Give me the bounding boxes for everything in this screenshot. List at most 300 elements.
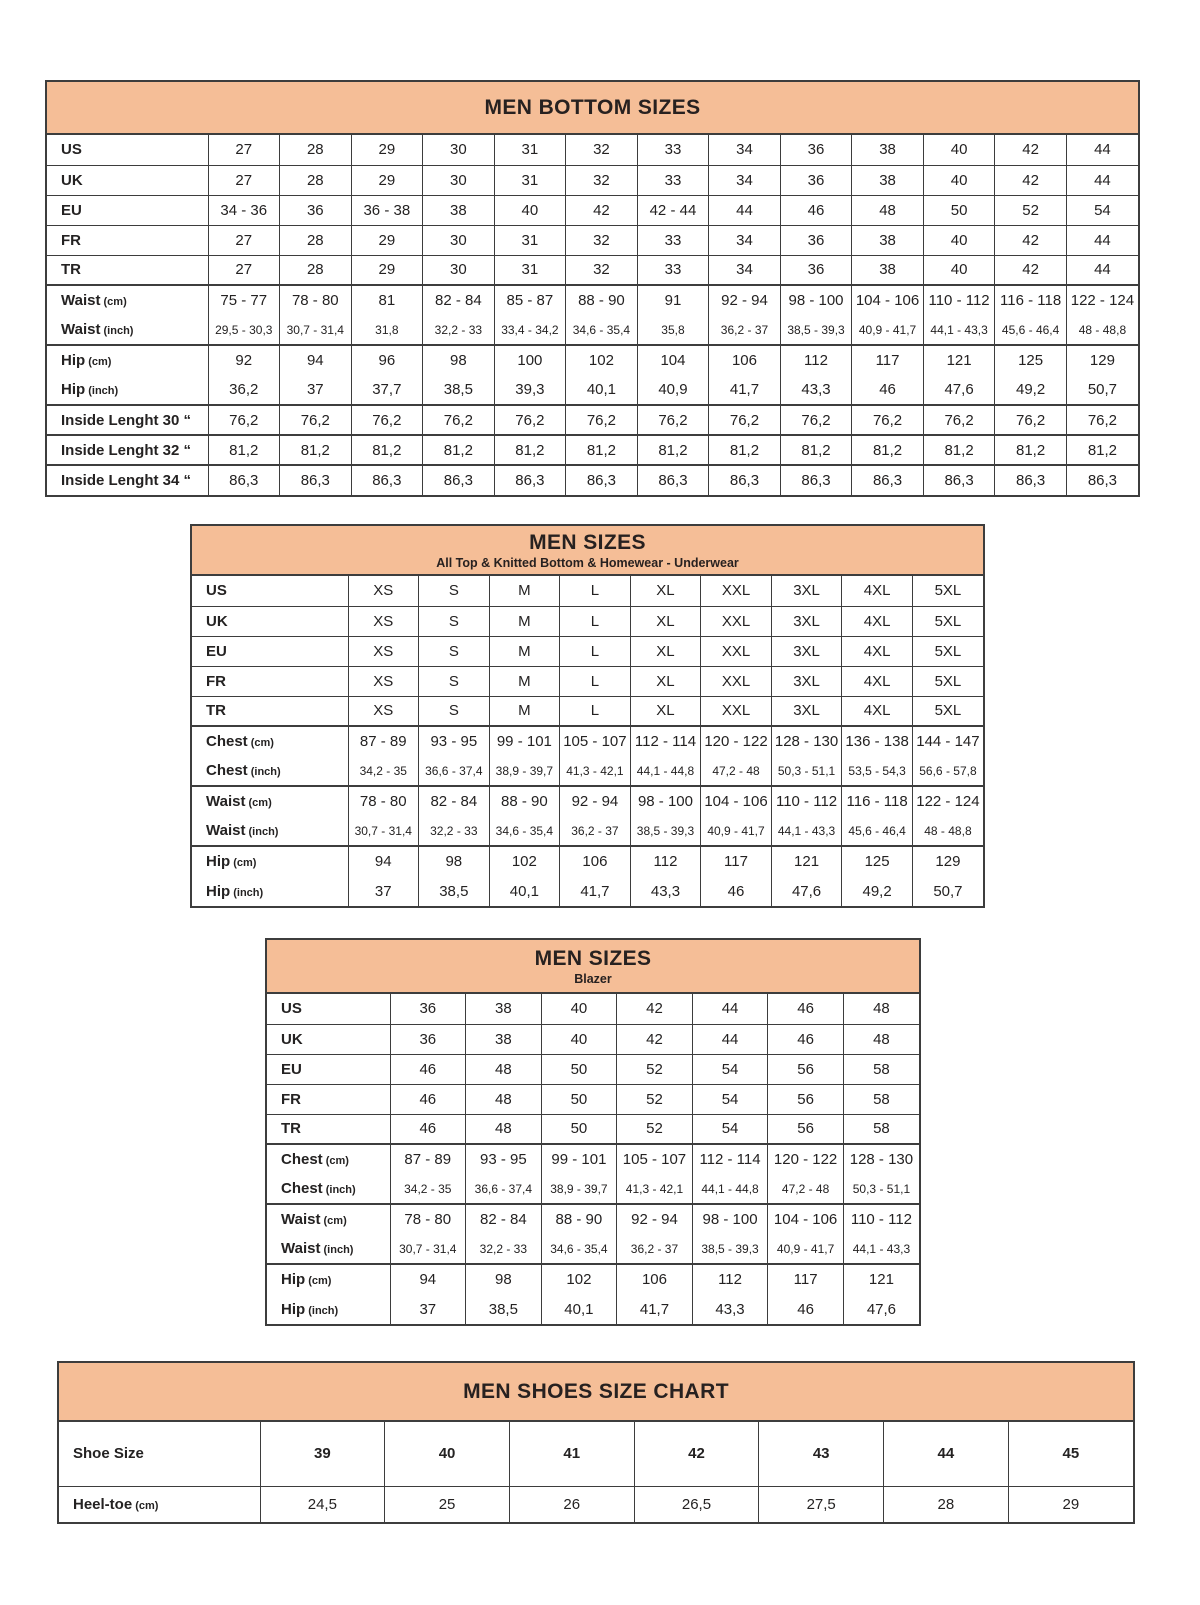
value-cell: 81,2 <box>1066 435 1138 465</box>
value-cell: 48 <box>843 1024 919 1054</box>
value-cell: S <box>419 696 490 726</box>
value-cell: 32 <box>566 255 638 285</box>
value-cell: 47,6 <box>843 1294 919 1324</box>
value-cell: 37 <box>348 876 419 906</box>
value-cell: 27 <box>208 225 280 255</box>
value-cell: 110 - 112 <box>843 1204 919 1234</box>
value-cell: 56 <box>768 1054 844 1084</box>
value-cell: 40 <box>923 135 995 165</box>
value-cell: 88 - 90 <box>541 1204 617 1234</box>
value-cell: 29 <box>351 165 423 195</box>
value-cell: 28 <box>280 225 352 255</box>
value-cell: 37 <box>390 1294 466 1324</box>
value-cell: 32,2 - 33 <box>419 816 490 846</box>
table-row <box>267 1234 919 1264</box>
value-cell: 41 <box>509 1422 634 1486</box>
value-cell: M <box>489 576 560 606</box>
table-row <box>47 375 1138 405</box>
value-cell: 38,9 - 39,7 <box>489 756 560 786</box>
value-cell: 36,2 <box>208 375 280 405</box>
value-cell: 48 <box>466 1114 542 1144</box>
value-cell: 86,3 <box>494 465 566 495</box>
value-cell: 3XL <box>771 606 842 636</box>
value-cell: 4XL <box>842 636 913 666</box>
value-cell: 81,2 <box>208 435 280 465</box>
value-cell: 76,2 <box>280 405 352 435</box>
value-cell: 28 <box>280 255 352 285</box>
table-row <box>267 1144 919 1174</box>
row-label: UK <box>47 165 208 195</box>
value-cell: 42 <box>566 195 638 225</box>
value-cell: 129 <box>1066 345 1138 375</box>
table-row <box>192 696 983 726</box>
value-cell: XS <box>348 696 419 726</box>
value-cell: 58 <box>843 1054 919 1084</box>
value-cell: 86,3 <box>637 465 709 495</box>
value-cell: 3XL <box>771 696 842 726</box>
value-cell: 46 <box>701 876 772 906</box>
value-cell: 54 <box>692 1114 768 1144</box>
table-row <box>47 435 1138 465</box>
value-cell: 34,6 - 35,4 <box>541 1234 617 1264</box>
value-cell: 44 <box>692 1024 768 1054</box>
table-row <box>192 576 983 606</box>
row-label: Shoe Size <box>73 1445 144 1463</box>
table-row <box>267 1084 919 1114</box>
value-cell: 48 <box>466 1054 542 1084</box>
value-cell: 76,2 <box>923 405 995 435</box>
value-cell: XL <box>630 576 701 606</box>
men-bottom-sizes-grid <box>47 135 1138 495</box>
value-cell: 81,2 <box>494 435 566 465</box>
value-cell: 54 <box>692 1084 768 1114</box>
value-cell: 3XL <box>771 636 842 666</box>
value-cell: 106 <box>560 846 631 876</box>
value-cell: 116 - 118 <box>995 285 1067 315</box>
value-cell: 54 <box>692 1054 768 1084</box>
value-cell: 104 <box>637 345 709 375</box>
row-label: Chest (inch) <box>281 1180 356 1197</box>
value-cell: 91 <box>637 285 709 315</box>
value-cell: 81,2 <box>637 435 709 465</box>
value-cell: XL <box>630 666 701 696</box>
value-cell: 117 <box>852 345 924 375</box>
value-cell: 40,9 - 41,7 <box>852 315 924 345</box>
value-cell: 26 <box>509 1486 634 1522</box>
value-cell: 52 <box>995 195 1067 225</box>
table-row <box>47 285 1138 315</box>
value-cell: 92 - 94 <box>560 786 631 816</box>
row-label: Chest (cm) <box>192 726 348 756</box>
value-cell: 31 <box>494 225 566 255</box>
table-row <box>192 726 983 756</box>
value-cell: 36,2 - 37 <box>709 315 781 345</box>
value-cell: 40 <box>923 255 995 285</box>
value-cell: 47,6 <box>923 375 995 405</box>
value-cell: S <box>419 636 490 666</box>
value-cell: 50 <box>923 195 995 225</box>
value-cell: 78 - 80 <box>280 285 352 315</box>
value-cell: 76,2 <box>637 405 709 435</box>
value-cell: 98 - 100 <box>780 285 852 315</box>
value-cell: 42 <box>995 255 1067 285</box>
table-row <box>192 666 983 696</box>
value-cell: 112 <box>780 345 852 375</box>
value-cell: XXL <box>701 666 772 696</box>
table-row <box>47 315 1138 345</box>
men-sizes-blazer-table <box>265 938 921 1326</box>
row-label: FR <box>47 225 208 255</box>
table-row <box>267 1264 919 1294</box>
value-cell: 4XL <box>842 696 913 726</box>
value-cell: 43,3 <box>630 876 701 906</box>
value-cell: 29 <box>351 225 423 255</box>
value-cell: 76,2 <box>709 405 781 435</box>
value-cell: 82 - 84 <box>466 1204 542 1234</box>
row-label: Waist (cm) <box>267 1204 390 1234</box>
value-cell: 38,5 - 39,3 <box>780 315 852 345</box>
row-label: US <box>61 141 82 159</box>
value-cell: 31 <box>494 165 566 195</box>
value-cell: 102 <box>541 1264 617 1294</box>
value-cell: 41,7 <box>617 1294 693 1324</box>
value-cell: 129 <box>912 846 983 876</box>
value-cell: 104 - 106 <box>701 786 772 816</box>
value-cell: 128 - 130 <box>843 1144 919 1174</box>
value-cell: 106 <box>709 345 781 375</box>
value-cell: 92 - 94 <box>709 285 781 315</box>
value-cell: 27 <box>208 255 280 285</box>
value-cell: 34 - 36 <box>208 195 280 225</box>
row-label: Waist (cm) <box>47 285 208 315</box>
value-cell: 38,5 <box>423 375 495 405</box>
value-cell: 106 <box>617 1264 693 1294</box>
value-cell: 27,5 <box>759 1486 884 1522</box>
value-cell: 3XL <box>771 576 842 606</box>
value-cell: 76,2 <box>208 405 280 435</box>
value-cell: 44 <box>1066 225 1138 255</box>
row-label: Inside Lenght 32 “ <box>47 435 208 465</box>
row-label: Chest (cm) <box>267 1144 390 1174</box>
value-cell: 40,9 - 41,7 <box>768 1234 844 1264</box>
table-title: MEN SIZES <box>529 530 646 554</box>
value-cell: 44 <box>692 994 768 1024</box>
table-row <box>47 345 1138 375</box>
value-cell: 122 - 124 <box>1066 285 1138 315</box>
value-cell: 45,6 - 46,4 <box>995 315 1067 345</box>
value-cell: 81,2 <box>709 435 781 465</box>
value-cell: 81,2 <box>351 435 423 465</box>
row-label: TR <box>192 696 348 726</box>
value-cell: 44 <box>1066 165 1138 195</box>
value-cell: M <box>489 696 560 726</box>
value-cell: 42 <box>995 135 1067 165</box>
value-cell: 93 - 95 <box>419 726 490 756</box>
men-bottom-sizes-title-band <box>47 82 1138 135</box>
value-cell: 38,5 <box>419 876 490 906</box>
value-cell: 82 - 84 <box>419 786 490 816</box>
row-label: FR <box>192 666 348 696</box>
value-cell: 81,2 <box>566 435 638 465</box>
table-row <box>192 846 983 876</box>
value-cell: XL <box>630 606 701 636</box>
value-cell: 52 <box>617 1114 693 1144</box>
table-row <box>267 1174 919 1204</box>
value-cell: 112 - 114 <box>630 726 701 756</box>
row-label: Hip (inch) <box>206 882 264 900</box>
value-cell: XL <box>630 636 701 666</box>
men-shoes-title-band <box>59 1363 1133 1422</box>
value-cell: L <box>560 696 631 726</box>
value-cell: 5XL <box>912 666 983 696</box>
value-cell: XL <box>630 696 701 726</box>
value-cell: 30,7 - 31,4 <box>280 315 352 345</box>
table-row <box>59 1422 1133 1486</box>
value-cell: 50 <box>541 1114 617 1144</box>
value-cell: 86,3 <box>280 465 352 495</box>
value-cell: 96 <box>351 345 423 375</box>
table-row <box>47 195 1138 225</box>
value-cell: 44 <box>709 195 781 225</box>
value-cell: 76,2 <box>1066 405 1138 435</box>
value-cell: 116 - 118 <box>842 786 913 816</box>
row-label: Inside Lenght 34 “ <box>47 465 208 495</box>
value-cell: 47,2 - 48 <box>701 756 772 786</box>
table-row <box>192 786 983 816</box>
value-cell: XXL <box>701 576 772 606</box>
value-cell: 39 <box>260 1422 385 1486</box>
value-cell: 86,3 <box>1066 465 1138 495</box>
value-cell: L <box>560 666 631 696</box>
value-cell: 34,2 - 35 <box>390 1174 466 1204</box>
value-cell: 136 - 138 <box>842 726 913 756</box>
value-cell: 110 - 112 <box>771 786 842 816</box>
value-cell: 88 - 90 <box>566 285 638 315</box>
value-cell: 46 <box>780 195 852 225</box>
value-cell: 37,7 <box>351 375 423 405</box>
table-row <box>47 255 1138 285</box>
value-cell: 34 <box>709 225 781 255</box>
value-cell: 33 <box>637 135 709 165</box>
value-cell: 31 <box>494 135 566 165</box>
value-cell: 76,2 <box>423 405 495 435</box>
row-label: US <box>206 582 227 600</box>
value-cell: 41,7 <box>560 876 631 906</box>
value-cell: 86,3 <box>351 465 423 495</box>
value-cell: 33,4 - 34,2 <box>494 315 566 345</box>
value-cell: 81,2 <box>995 435 1067 465</box>
value-cell: 99 - 101 <box>541 1144 617 1174</box>
value-cell: M <box>489 666 560 696</box>
value-cell: S <box>419 666 490 696</box>
value-cell: XS <box>348 636 419 666</box>
value-cell: 29,5 - 30,3 <box>208 315 280 345</box>
value-cell: 46 <box>852 375 924 405</box>
value-cell: 52 <box>617 1084 693 1114</box>
value-cell: 112 <box>630 846 701 876</box>
table-title: MEN SHOES SIZE CHART <box>463 1379 729 1403</box>
value-cell: 4XL <box>842 606 913 636</box>
value-cell: 43,3 <box>780 375 852 405</box>
table-row <box>267 1024 919 1054</box>
table-title: MEN BOTTOM SIZES <box>484 95 701 119</box>
value-cell: 125 <box>995 345 1067 375</box>
value-cell: 30 <box>423 255 495 285</box>
value-cell: 94 <box>280 345 352 375</box>
value-cell: 45,6 - 46,4 <box>842 816 913 846</box>
table-row <box>59 1486 1133 1522</box>
value-cell: 5XL <box>912 636 983 666</box>
value-cell: 50,3 - 51,1 <box>771 756 842 786</box>
value-cell: 110 - 112 <box>923 285 995 315</box>
value-cell: 36,6 - 37,4 <box>419 756 490 786</box>
value-cell: 41,7 <box>709 375 781 405</box>
value-cell: 37 <box>280 375 352 405</box>
value-cell: 121 <box>843 1264 919 1294</box>
value-cell: 47,2 - 48 <box>768 1174 844 1204</box>
value-cell: 144 - 147 <box>912 726 983 756</box>
value-cell: 75 - 77 <box>208 285 280 315</box>
value-cell: 46 <box>390 1084 466 1114</box>
value-cell: 92 <box>208 345 280 375</box>
value-cell: 88 - 90 <box>489 786 560 816</box>
value-cell: 56 <box>768 1114 844 1144</box>
row-label: EU <box>192 636 348 666</box>
value-cell: 104 - 106 <box>768 1204 844 1234</box>
value-cell: 3XL <box>771 666 842 696</box>
value-cell: 46 <box>390 1114 466 1144</box>
value-cell: 36 <box>780 255 852 285</box>
value-cell: 117 <box>701 846 772 876</box>
value-cell: 29 <box>351 135 423 165</box>
value-cell: S <box>419 576 490 606</box>
row-label: UK <box>267 1024 390 1054</box>
value-cell: 27 <box>208 165 280 195</box>
value-cell: 40 <box>385 1422 510 1486</box>
table-row <box>192 636 983 666</box>
value-cell: 42 <box>995 225 1067 255</box>
row-label: Waist (inch) <box>281 1240 354 1257</box>
value-cell: 58 <box>843 1114 919 1144</box>
value-cell: 5XL <box>912 576 983 606</box>
value-cell: 47,6 <box>771 876 842 906</box>
value-cell: 38,9 - 39,7 <box>541 1174 617 1204</box>
table-row <box>267 1204 919 1234</box>
value-cell: 76,2 <box>852 405 924 435</box>
value-cell: 40 <box>923 225 995 255</box>
row-label: FR <box>267 1084 390 1114</box>
value-cell: 30 <box>423 165 495 195</box>
value-cell: L <box>560 606 631 636</box>
men-sizes-tops-grid <box>192 576 983 906</box>
value-cell: 87 - 89 <box>390 1144 466 1174</box>
value-cell: 49,2 <box>842 876 913 906</box>
value-cell: 54 <box>1066 195 1138 225</box>
value-cell: 46 <box>768 994 844 1024</box>
table-subtitle: All Top & Knitted Bottom & Homewear - Underwear <box>436 555 739 570</box>
value-cell: 50,3 - 51,1 <box>843 1174 919 1204</box>
value-cell: 40,1 <box>489 876 560 906</box>
value-cell: 86,3 <box>208 465 280 495</box>
row-label: US <box>281 1000 302 1018</box>
value-cell: 86,3 <box>423 465 495 495</box>
value-cell: 40,9 - 41,7 <box>701 816 772 846</box>
table-subtitle: Blazer <box>574 971 612 986</box>
table-row <box>47 405 1138 435</box>
value-cell: 44 <box>1066 135 1138 165</box>
value-cell: 36 <box>280 195 352 225</box>
value-cell: XXL <box>701 606 772 636</box>
value-cell: 81,2 <box>423 435 495 465</box>
value-cell: 38 <box>852 135 924 165</box>
value-cell: 36 - 38 <box>351 195 423 225</box>
table-row <box>267 1054 919 1084</box>
value-cell: 40 <box>541 994 617 1024</box>
value-cell: 28 <box>884 1486 1009 1522</box>
value-cell: 86,3 <box>852 465 924 495</box>
value-cell: 48 - 48,8 <box>1066 315 1138 345</box>
value-cell: 32,2 - 33 <box>423 315 495 345</box>
value-cell: 36 <box>780 135 852 165</box>
row-label: Hip (cm) <box>192 846 348 876</box>
value-cell: L <box>560 576 631 606</box>
value-cell: 122 - 124 <box>912 786 983 816</box>
row-label: Hip (inch) <box>281 1300 339 1318</box>
value-cell: 42 <box>617 1024 693 1054</box>
value-cell: 50 <box>541 1054 617 1084</box>
value-cell: 38 <box>852 165 924 195</box>
value-cell: 5XL <box>912 606 983 636</box>
value-cell: 85 - 87 <box>494 285 566 315</box>
value-cell: 104 - 106 <box>852 285 924 315</box>
value-cell: XS <box>348 606 419 636</box>
value-cell: 33 <box>637 165 709 195</box>
value-cell: 34,6 - 35,4 <box>489 816 560 846</box>
value-cell: 99 - 101 <box>489 726 560 756</box>
value-cell: 81,2 <box>780 435 852 465</box>
value-cell: 40,9 <box>637 375 709 405</box>
value-cell: 43 <box>759 1422 884 1486</box>
row-label: Hip (inch) <box>61 381 119 398</box>
value-cell: 40 <box>541 1024 617 1054</box>
value-cell: 48 - 48,8 <box>912 816 983 846</box>
table-row <box>47 465 1138 495</box>
table-row <box>192 816 983 846</box>
value-cell: 34 <box>709 165 781 195</box>
value-cell: 42 <box>634 1422 759 1486</box>
value-cell: 46 <box>768 1294 844 1324</box>
value-cell: 121 <box>771 846 842 876</box>
row-label: Chest (inch) <box>206 762 281 779</box>
row-label: Inside Lenght 30 “ <box>47 405 208 435</box>
value-cell: 41,3 - 42,1 <box>560 756 631 786</box>
value-cell: 34,6 - 35,4 <box>566 315 638 345</box>
value-cell: 34 <box>709 255 781 285</box>
value-cell: M <box>489 606 560 636</box>
row-label: Hip (cm) <box>47 345 208 375</box>
value-cell: 102 <box>489 846 560 876</box>
value-cell: 36,2 - 37 <box>617 1234 693 1264</box>
value-cell: 34 <box>709 135 781 165</box>
value-cell: 38 <box>466 994 542 1024</box>
value-cell: 86,3 <box>566 465 638 495</box>
value-cell: 39,3 <box>494 375 566 405</box>
row-label: Waist (inch) <box>206 822 279 839</box>
value-cell: 56 <box>768 1084 844 1114</box>
value-cell: 82 - 84 <box>423 285 495 315</box>
value-cell: 105 - 107 <box>617 1144 693 1174</box>
value-cell: 86,3 <box>923 465 995 495</box>
